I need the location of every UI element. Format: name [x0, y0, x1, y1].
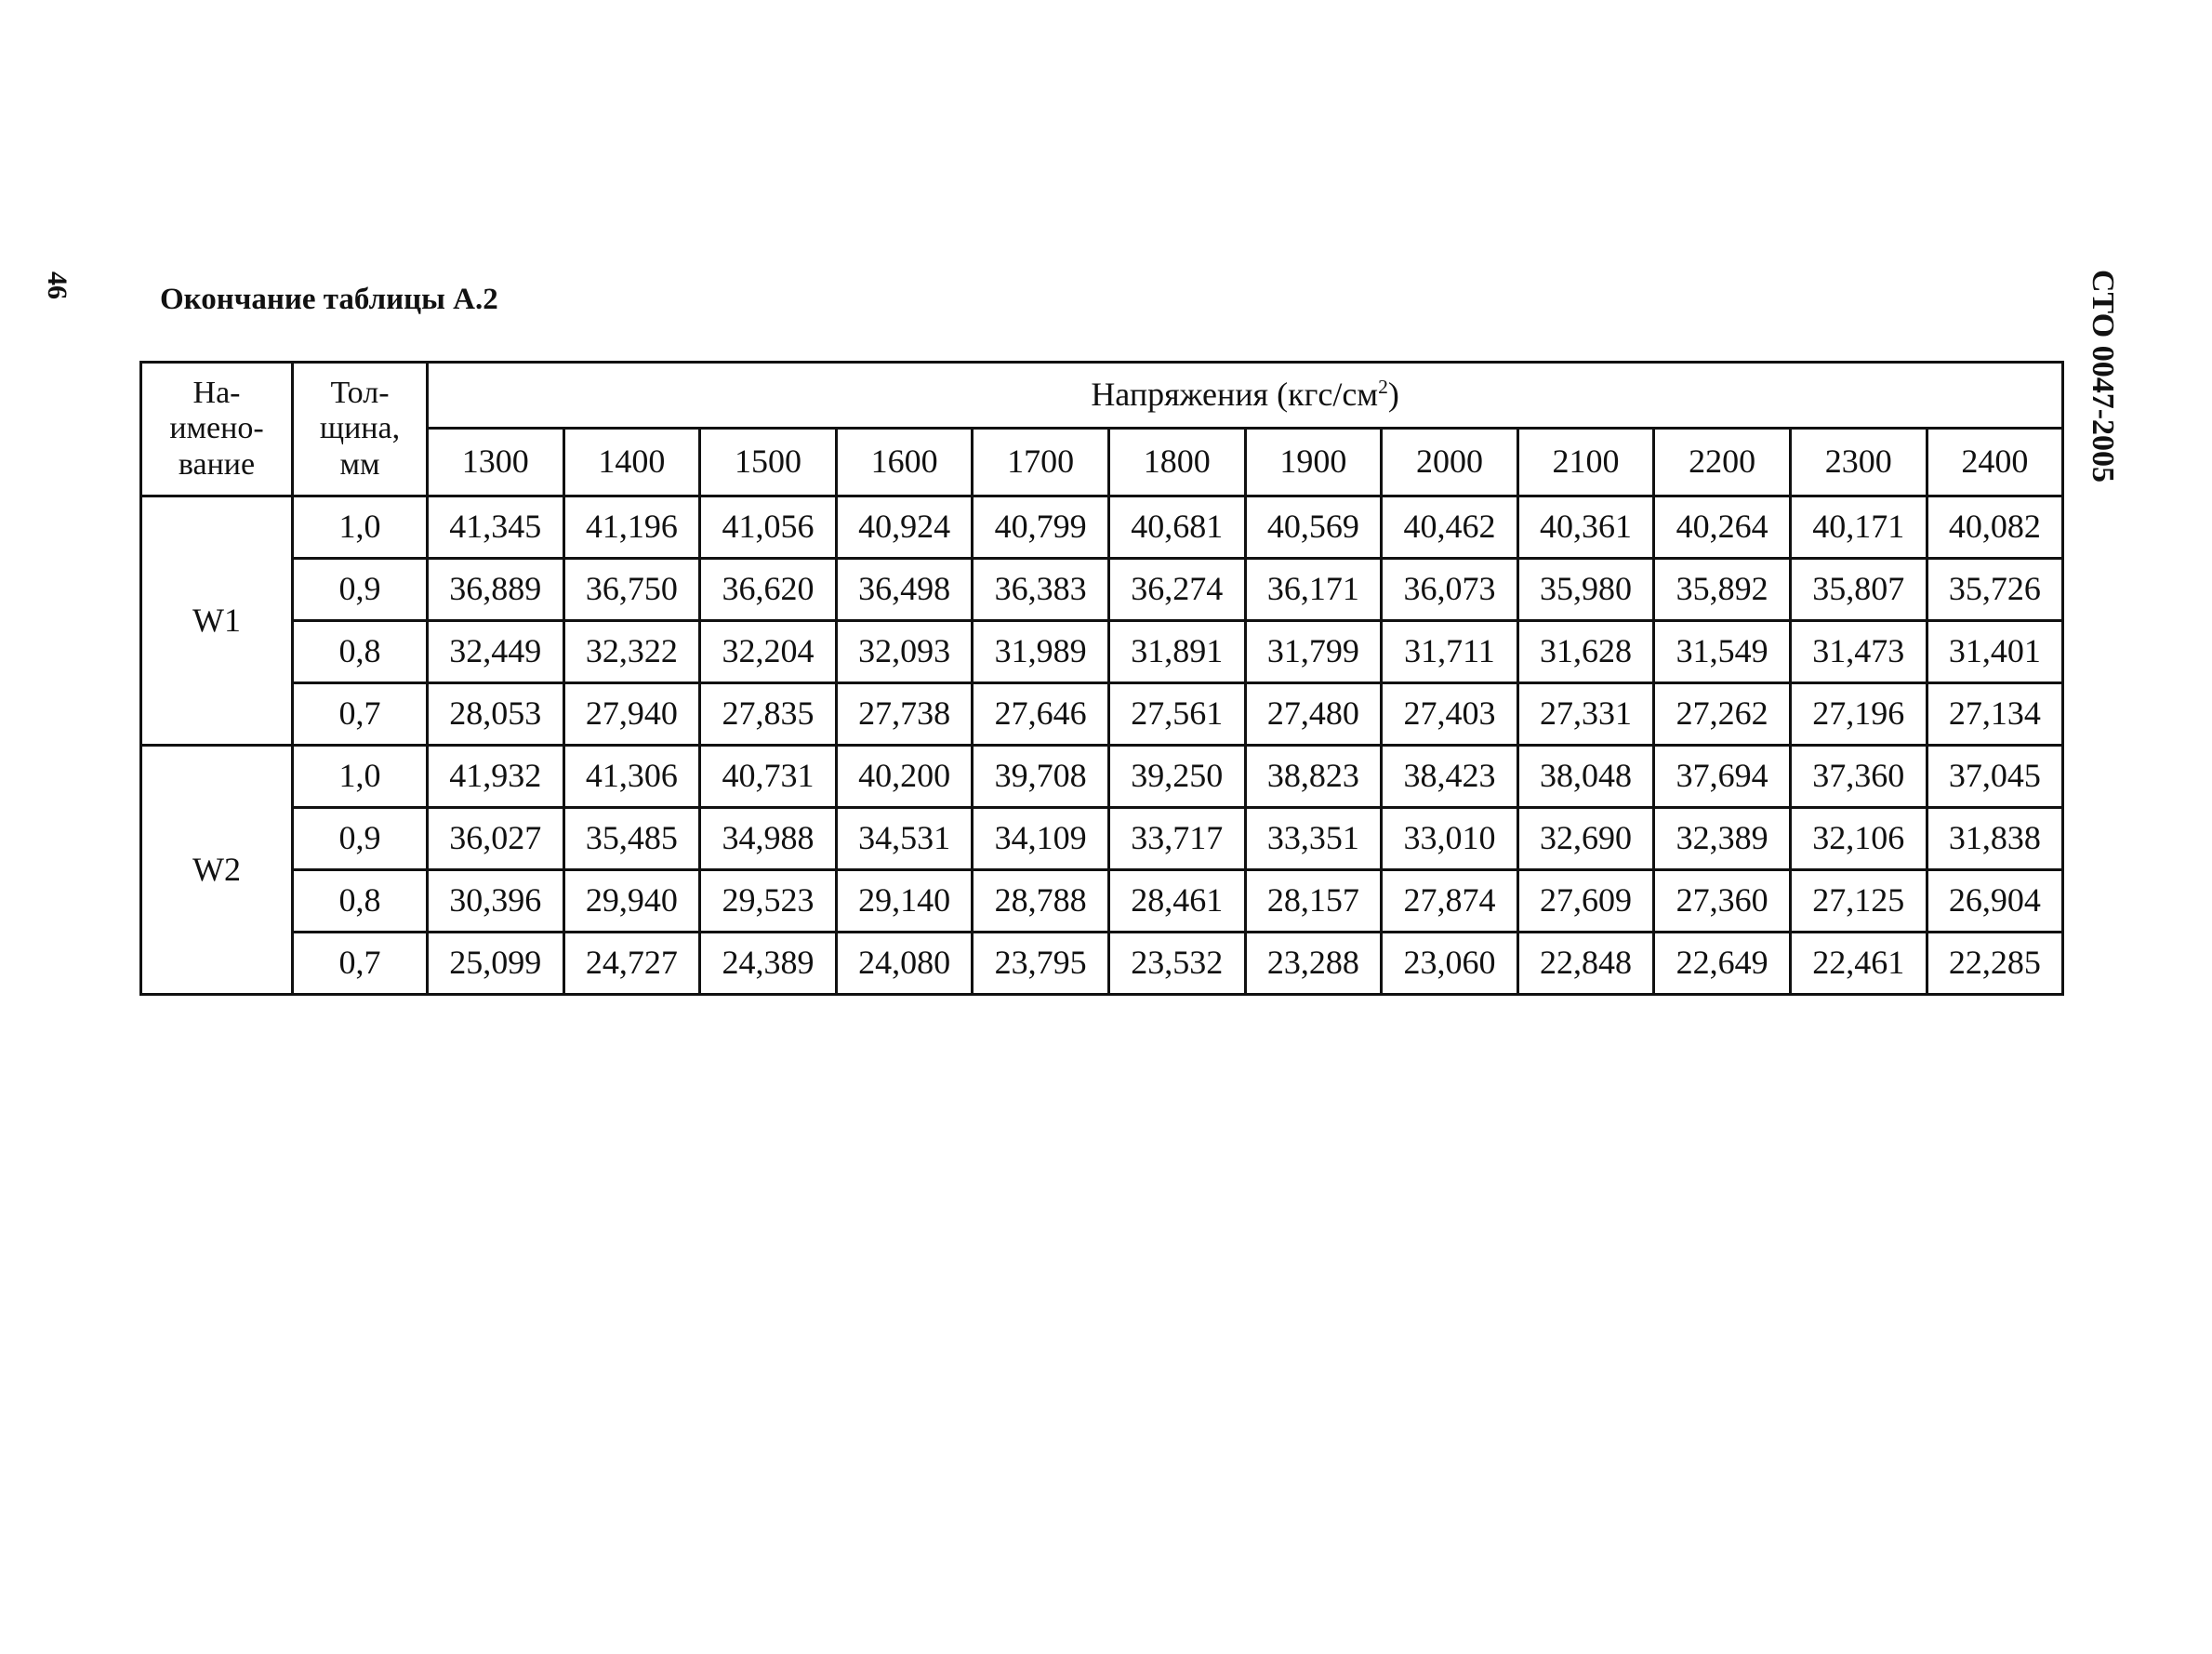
- value-cell: 27,125: [1790, 870, 1927, 933]
- value-cell: 36,383: [973, 559, 1109, 621]
- value-cell: 23,060: [1382, 933, 1518, 995]
- value-cell: 39,708: [973, 746, 1109, 808]
- value-cell: 36,171: [1245, 559, 1382, 621]
- value-cell: 31,549: [1654, 621, 1791, 683]
- value-cell: 27,874: [1382, 870, 1518, 933]
- value-cell: 29,523: [700, 870, 837, 933]
- value-cell: 25,099: [428, 933, 564, 995]
- thickness-cell: 0,8: [293, 870, 428, 933]
- value-cell: 27,360: [1654, 870, 1791, 933]
- thickness-cell: 0,8: [293, 621, 428, 683]
- header-name-line: имено-: [169, 411, 264, 446]
- value-cell: 28,157: [1245, 870, 1382, 933]
- value-cell: 36,889: [428, 559, 564, 621]
- value-cell: 41,932: [428, 746, 564, 808]
- value-cell: 27,331: [1517, 683, 1654, 746]
- value-cell: 34,109: [973, 808, 1109, 870]
- value-cell: 31,989: [973, 621, 1109, 683]
- table-row: [141, 559, 2063, 621]
- value-cell: 23,795: [973, 933, 1109, 995]
- value-cell: 41,345: [428, 496, 564, 559]
- header-voltage-2100: 2100: [1517, 429, 1654, 496]
- table-caption: Окончание таблицы А.2: [160, 283, 498, 316]
- table-row: [141, 808, 2063, 870]
- value-cell: 27,738: [836, 683, 973, 746]
- value-cell: 23,288: [1245, 933, 1382, 995]
- header-voltage-1800: 1800: [1108, 429, 1245, 496]
- value-cell: 24,389: [700, 933, 837, 995]
- value-cell: 33,351: [1245, 808, 1382, 870]
- value-cell: 32,106: [1790, 808, 1927, 870]
- value-cell: 40,361: [1517, 496, 1654, 559]
- value-cell: 22,848: [1517, 933, 1654, 995]
- thickness-cell: 0,9: [293, 559, 428, 621]
- thickness-cell: 1,0: [293, 496, 428, 559]
- value-cell: 32,322: [563, 621, 700, 683]
- thickness-cell: 0,7: [293, 933, 428, 995]
- value-cell: 27,480: [1245, 683, 1382, 746]
- value-cell: 37,360: [1790, 746, 1927, 808]
- value-cell: 35,807: [1790, 559, 1927, 621]
- header-voltage-title: [428, 363, 2063, 429]
- value-cell: 36,750: [563, 559, 700, 621]
- value-cell: 32,690: [1517, 808, 1654, 870]
- document-code: СТО 0047-2005: [2086, 270, 2120, 483]
- value-cell: 40,681: [1108, 496, 1245, 559]
- value-cell: 23,532: [1108, 933, 1245, 995]
- table-row: [141, 496, 2063, 559]
- value-cell: 36,274: [1108, 559, 1245, 621]
- value-cell: 27,403: [1382, 683, 1518, 746]
- value-cell: 27,561: [1108, 683, 1245, 746]
- value-cell: 31,711: [1382, 621, 1518, 683]
- header-thickness-column: [293, 363, 428, 496]
- value-cell: 28,788: [973, 870, 1109, 933]
- value-cell: 27,835: [700, 683, 837, 746]
- value-cell: 24,727: [563, 933, 700, 995]
- value-cell: 37,045: [1927, 746, 2063, 808]
- voltage-title-superscript: 2: [1378, 376, 1388, 399]
- value-cell: 26,904: [1927, 870, 2063, 933]
- value-cell: 27,262: [1654, 683, 1791, 746]
- table-header: [141, 363, 2063, 496]
- table-row: [141, 746, 2063, 808]
- value-cell: 32,093: [836, 621, 973, 683]
- header-voltage-1400: 1400: [563, 429, 700, 496]
- value-cell: 36,027: [428, 808, 564, 870]
- header-voltage-1300: 1300: [428, 429, 564, 496]
- value-cell: 28,461: [1108, 870, 1245, 933]
- value-cell: 40,082: [1927, 496, 2063, 559]
- value-cell: 40,569: [1245, 496, 1382, 559]
- value-cell: 31,838: [1927, 808, 2063, 870]
- value-cell: 30,396: [428, 870, 564, 933]
- value-cell: 40,799: [973, 496, 1109, 559]
- header-voltage-1900: 1900: [1245, 429, 1382, 496]
- table-row: [141, 621, 2063, 683]
- value-cell: 40,171: [1790, 496, 1927, 559]
- value-cell: 31,473: [1790, 621, 1927, 683]
- table-row: [141, 933, 2063, 995]
- value-cell: 27,609: [1517, 870, 1654, 933]
- table-row: [141, 870, 2063, 933]
- header-voltage-1500: 1500: [700, 429, 837, 496]
- value-cell: 39,250: [1108, 746, 1245, 808]
- value-cell: 31,799: [1245, 621, 1382, 683]
- voltage-title-close: ): [1387, 376, 1399, 414]
- value-cell: 29,140: [836, 870, 973, 933]
- value-cell: 32,204: [700, 621, 837, 683]
- thickness-cell: 0,9: [293, 808, 428, 870]
- value-cell: 32,389: [1654, 808, 1791, 870]
- value-cell: 28,053: [428, 683, 564, 746]
- header-voltage-2000: 2000: [1382, 429, 1518, 496]
- value-cell: 27,646: [973, 683, 1109, 746]
- value-cell: 36,073: [1382, 559, 1518, 621]
- table-row: [141, 683, 2063, 746]
- table-body: [141, 496, 2063, 995]
- value-cell: 41,056: [700, 496, 837, 559]
- value-cell: 41,306: [563, 746, 700, 808]
- value-cell: 33,717: [1108, 808, 1245, 870]
- header-thickness-line: мм: [339, 446, 380, 482]
- value-cell: 41,196: [563, 496, 700, 559]
- header-voltage-2400: 2400: [1927, 429, 2063, 496]
- value-cell: 38,048: [1517, 746, 1654, 808]
- value-cell: 22,649: [1654, 933, 1791, 995]
- data-table: [139, 361, 2064, 996]
- value-cell: 32,449: [428, 621, 564, 683]
- value-cell: 37,694: [1654, 746, 1791, 808]
- group-name-cell: W2: [141, 746, 293, 995]
- value-cell: 27,940: [563, 683, 700, 746]
- header-voltage-2300: 2300: [1790, 429, 1927, 496]
- value-cell: 35,726: [1927, 559, 2063, 621]
- header-voltage-1600: 1600: [836, 429, 973, 496]
- voltage-values-row: [141, 429, 2063, 496]
- value-cell: 35,980: [1517, 559, 1654, 621]
- value-cell: 36,620: [700, 559, 837, 621]
- value-cell: 31,628: [1517, 621, 1654, 683]
- value-cell: 27,196: [1790, 683, 1927, 746]
- value-cell: 31,401: [1927, 621, 2063, 683]
- header-thickness-line: щина,: [319, 411, 401, 446]
- value-cell: 24,080: [836, 933, 973, 995]
- value-cell: 34,988: [700, 808, 837, 870]
- group-name-cell: W1: [141, 496, 293, 746]
- header-thickness-line: Тол-: [330, 376, 390, 411]
- header-voltage-2200: 2200: [1654, 429, 1791, 496]
- value-cell: 38,823: [1245, 746, 1382, 808]
- value-cell: 35,485: [563, 808, 700, 870]
- header-name-column: [141, 363, 293, 496]
- value-cell: 40,462: [1382, 496, 1518, 559]
- value-cell: 40,264: [1654, 496, 1791, 559]
- value-cell: 38,423: [1382, 746, 1518, 808]
- value-cell: 35,892: [1654, 559, 1791, 621]
- value-cell: 22,461: [1790, 933, 1927, 995]
- voltage-title-text: Напряжения (кгс/см: [1091, 376, 1379, 414]
- value-cell: 27,134: [1927, 683, 2063, 746]
- thickness-cell: 1,0: [293, 746, 428, 808]
- value-cell: 40,200: [836, 746, 973, 808]
- value-cell: 33,010: [1382, 808, 1518, 870]
- header-name-line: вание: [178, 446, 256, 482]
- thickness-cell: 0,7: [293, 683, 428, 746]
- header-name-line: На-: [192, 376, 241, 411]
- header-voltage-1700: 1700: [973, 429, 1109, 496]
- value-cell: 34,531: [836, 808, 973, 870]
- page-number: 46: [42, 271, 73, 299]
- value-cell: 36,498: [836, 559, 973, 621]
- value-cell: 22,285: [1927, 933, 2063, 995]
- value-cell: 31,891: [1108, 621, 1245, 683]
- value-cell: 40,924: [836, 496, 973, 559]
- value-cell: 40,731: [700, 746, 837, 808]
- value-cell: 29,940: [563, 870, 700, 933]
